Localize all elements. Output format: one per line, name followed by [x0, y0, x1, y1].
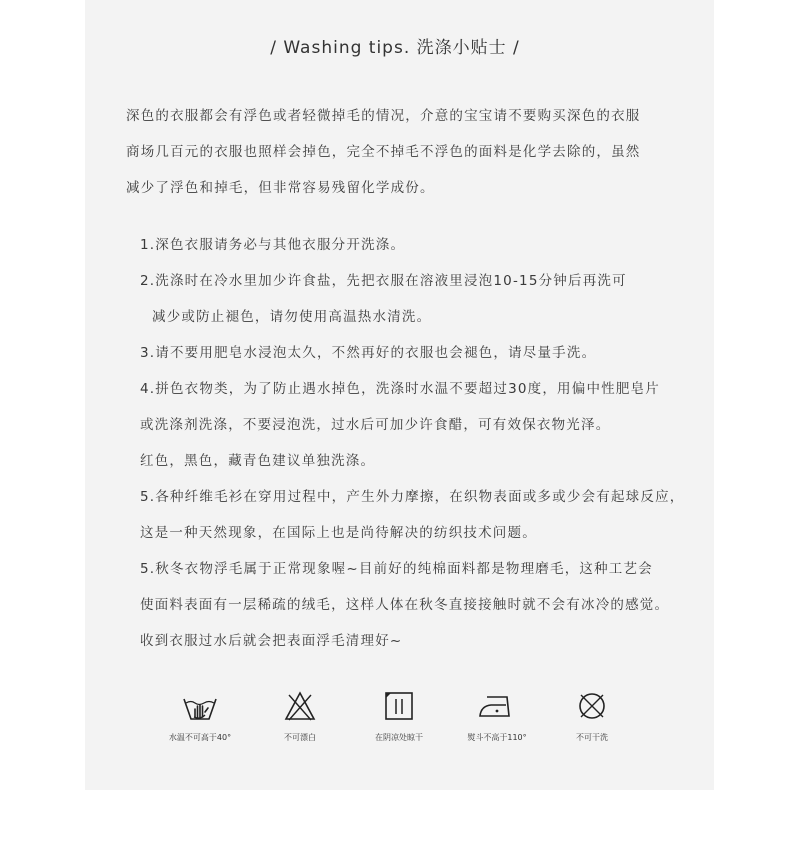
- care-label: 水温不可高于40°: [168, 733, 232, 742]
- care-item-no-dry-clean: [537, 690, 647, 743]
- tip-line: 2.洗涤时在冷水里加少许食盐，先把衣服在溶液里浸泡10-15分钟后再洗可: [140, 273, 627, 289]
- care-label: 不可漂白: [284, 733, 316, 742]
- hand-wash-icon: [182, 690, 218, 722]
- intro-line: 深色的衣服都会有浮色或者轻微掉毛的情况，介意的宝宝请不要购买深色的衣服: [126, 108, 641, 124]
- intro-line: 减少了浮色和掉毛，但非常容易残留化学成份。: [126, 180, 435, 196]
- iron-low-icon: [477, 690, 517, 722]
- tip-line: 减少或防止褪色，请勿使用高温热水清洗。: [152, 309, 432, 325]
- tip-line: 或洗涤剂洗涤，不要浸泡洗，过水后可加少许食醋，可有效保衣物光泽。: [140, 417, 611, 433]
- tip-line: 4.拼色衣物类，为了防止遇水掉色，洗涤时水温不要超过30度，用偏中性肥皂片: [140, 381, 660, 397]
- tip-line: 红色，黑色，藏青色建议单独洗涤。: [140, 453, 376, 469]
- intro-line: 商场几百元的衣服也照样会掉色，完全不掉毛不浮色的面料是化学去除的，虽然: [126, 144, 641, 160]
- no-bleach-icon: [284, 690, 316, 722]
- care-item-hand-wash: [145, 690, 255, 743]
- care-label: 不可干洗: [576, 733, 608, 742]
- dry-in-shade-icon: [383, 690, 415, 722]
- care-item-dry-in-shade: [344, 690, 454, 743]
- tip-line: 5.秋冬衣物浮毛属于正常现象喔~目前好的纯棉面料都是物理磨毛，这种工艺会: [140, 561, 653, 577]
- no-dry-clean-icon: [576, 690, 608, 722]
- care-label: 熨斗不高于110°: [467, 733, 527, 742]
- tip-line: 3.请不要用肥皂水浸泡太久，不然再好的衣服也会褪色，请尽量手洗。: [140, 345, 597, 361]
- care-label: 在阴凉处晾干: [375, 733, 423, 742]
- tip-line: 这是一种天然现象，在国际上也是尚待解决的纺织技术问题。: [140, 525, 537, 541]
- care-item-no-bleach: [245, 690, 355, 743]
- care-icons-row: [0, 690, 790, 760]
- care-item-iron: [442, 690, 552, 743]
- tip-line: 使面料表面有一层稀疏的绒毛，这样人体在秋冬直接接触时就不会有冰冷的感觉。: [140, 597, 670, 613]
- page-title: / Washing tips. 洗涤小贴士 /: [270, 38, 520, 58]
- tip-line: 收到衣服过水后就会把表面浮毛清理好~: [140, 633, 403, 649]
- tip-line: 1.深色衣服请务必与其他衣服分开洗涤。: [140, 237, 406, 253]
- tip-line: 5.各种纤维毛衫在穿用过程中，产生外力摩擦，在织物表面或多或少会有起球反应，: [140, 489, 685, 505]
